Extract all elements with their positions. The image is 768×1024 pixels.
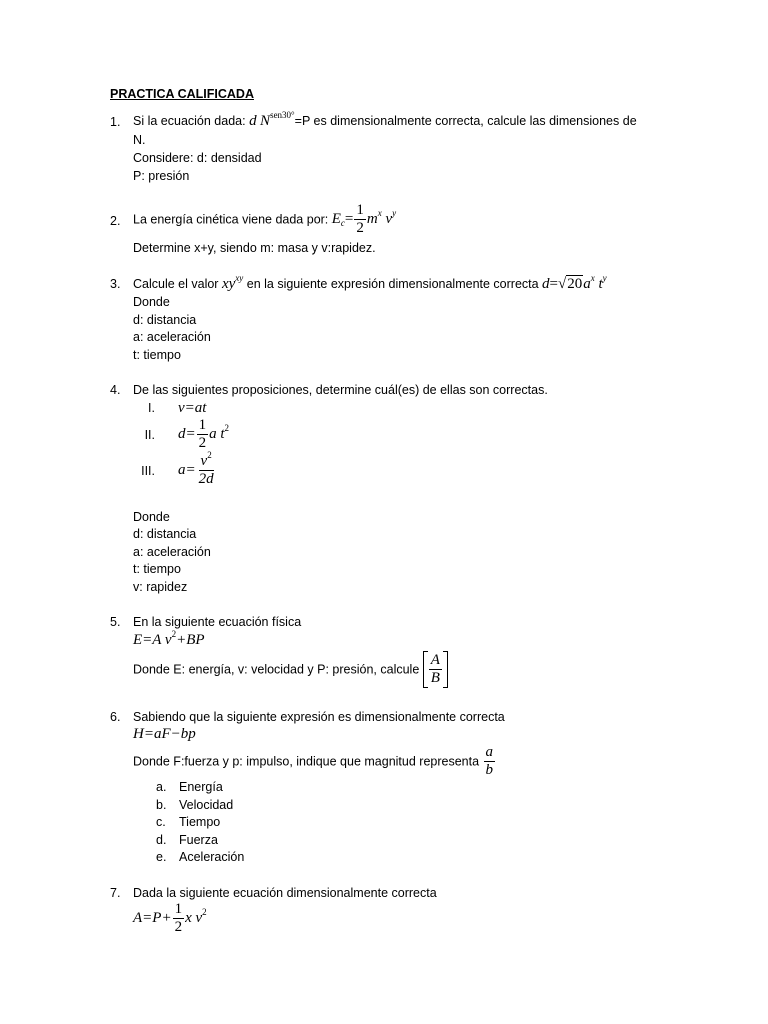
- q2-line: [133, 203, 396, 236]
- option-text: Fuerza: [179, 833, 218, 847]
- q4-eq2-at: a t: [209, 425, 225, 442]
- q4-number: 4.: [110, 383, 121, 397]
- q6-line: [133, 745, 496, 778]
- q2-E: E: [331, 210, 341, 227]
- q4-eq3-num: [199, 450, 214, 471]
- q3-donde: Donde: [133, 295, 170, 309]
- q2-m: m: [366, 210, 378, 227]
- q5-number: 5.: [110, 615, 121, 629]
- q3-a: a: [583, 276, 591, 292]
- option-letter: c.: [156, 815, 166, 829]
- q3-equals: =: [549, 276, 559, 292]
- q5-bracket: [423, 651, 448, 688]
- q1-pressure: P: presión: [133, 169, 190, 183]
- q6-option-b: [156, 798, 233, 812]
- q3-mid: en la siguiente expresión dimensionalmente correcta: [243, 277, 543, 291]
- q5-B: B: [430, 670, 440, 686]
- q3-intro: Calcule el valor: [133, 277, 222, 291]
- q3-def-d: d: distancia: [133, 313, 197, 327]
- q4-intro: De las siguientes proposiciones, determine cuál(es) de ellas son correctas.: [133, 383, 548, 397]
- q4-eq2-den: 2: [198, 435, 207, 451]
- page-title: PRACTICA CALIFICADA: [110, 87, 254, 101]
- q4-eq-2: [178, 417, 230, 451]
- q2-numerator: 1: [356, 202, 364, 218]
- q3-def-t: t: tiempo: [133, 348, 181, 362]
- q6-fraction: [484, 745, 496, 778]
- q6-option-c: [156, 815, 220, 829]
- q4-roman-2: II.: [144, 427, 155, 442]
- q4-eq3-fraction: [197, 450, 216, 487]
- q5-eq-b: +BP: [176, 632, 205, 648]
- q3-def-a: a: aceleración: [133, 330, 211, 344]
- q3-number: 3.: [110, 277, 121, 291]
- q7-fraction: [173, 902, 185, 935]
- q3-xy: xy: [221, 276, 236, 292]
- q1-intro: Si la ecuación dada:: [133, 114, 250, 128]
- q4-eq2-lhs: d=: [178, 425, 196, 442]
- q2-equals: =: [344, 210, 354, 227]
- q6-a: a: [485, 744, 494, 760]
- q1-number: 1.: [110, 115, 121, 129]
- q4-eq2-square: 2: [224, 422, 230, 433]
- q1-rest: =P es dimensionalmente correcta, calcule las dimensiones de: [294, 114, 637, 128]
- q1-continuation: N.: [133, 133, 146, 147]
- q3-y: y: [602, 273, 607, 283]
- q1-math-N: N: [260, 113, 271, 129]
- q4-eq3-den: 2d: [198, 471, 214, 487]
- q4-eq3-lhs: a=: [178, 461, 196, 478]
- option-text: Energía: [179, 780, 223, 794]
- q3-t: t: [598, 276, 603, 292]
- option-letter: d.: [156, 833, 167, 847]
- q3-exp-xy: xy: [235, 273, 244, 283]
- q1-line: [133, 110, 637, 130]
- option-text: Velocidad: [179, 798, 234, 812]
- q4-roman-3: III.: [141, 463, 155, 478]
- q5-equation: [133, 629, 205, 649]
- root-symbol-icon: √: [558, 276, 567, 292]
- q2-v: v: [385, 210, 393, 227]
- q4-eq2-fraction: [197, 418, 209, 451]
- option-letter: a.: [156, 780, 167, 794]
- q4-def-v: v: rapidez: [133, 580, 188, 594]
- option-letter: e.: [156, 850, 167, 864]
- q6-b: b: [485, 762, 494, 778]
- q2-fraction: [354, 203, 366, 236]
- q4-eq-1: v=at: [178, 400, 207, 416]
- q6-equation: H=aF−bp: [133, 726, 196, 742]
- q4-eq-3: [178, 450, 217, 487]
- q2-y: y: [392, 207, 397, 218]
- q7-den: 2: [174, 919, 183, 935]
- q4-prop-3: [133, 450, 217, 487]
- q3-x: x: [590, 273, 595, 283]
- q4-eq3-square: 2: [207, 450, 212, 460]
- q5-eq-a: E=A v: [133, 632, 172, 648]
- q7-equation: [133, 902, 207, 935]
- q7-xv: x v: [185, 910, 203, 926]
- q3-radicand: 20: [567, 276, 583, 292]
- q1-math-d: d: [249, 113, 257, 129]
- q5-fraction: [429, 653, 442, 686]
- q5-eq-square: 2: [171, 629, 177, 639]
- q1-exponent: sen30°: [270, 110, 295, 120]
- q4-def-a: a: aceleración: [133, 545, 211, 559]
- option-letter: b.: [156, 798, 167, 812]
- q3-d: d: [542, 276, 550, 292]
- option-text: Aceleración: [179, 850, 245, 864]
- q2-determine: Determine x+y, siendo m: masa y v:rapidez.: [133, 241, 376, 255]
- q2-x: x: [377, 207, 382, 218]
- q4-prop-1: [133, 400, 206, 417]
- option-text: Tiempo: [179, 815, 221, 829]
- q4-def-d: d: distancia: [133, 527, 197, 541]
- q2-sub-c: c: [340, 217, 345, 228]
- q3-formula: [542, 273, 607, 292]
- q7-num: 1: [174, 901, 183, 917]
- q4-donde: Donde: [133, 510, 170, 524]
- q6-option-e: [156, 850, 244, 864]
- q2-denominator: 2: [356, 220, 364, 236]
- q2-number: 2.: [110, 214, 121, 228]
- q2-intro: La energía cinética viene dada por:: [133, 212, 332, 227]
- q6-option-a: [156, 780, 223, 794]
- q5-intro: En la siguiente ecuación física: [133, 615, 302, 629]
- q3-sqrt: [558, 275, 583, 293]
- q6-option-d: [156, 833, 218, 847]
- q6-number: 6.: [110, 710, 121, 724]
- q7-number: 7.: [110, 886, 121, 900]
- q5-donde: Donde E: energía, v: velocidad y P: presión, calcule: [133, 662, 423, 677]
- q2-formula: [331, 202, 397, 236]
- q7-intro: Dada la siguiente ecuación dimensionalmente correcta: [133, 886, 437, 900]
- q3-line: [133, 275, 607, 293]
- q5-A: A: [430, 652, 440, 668]
- q4-prop-2: [133, 418, 229, 451]
- q5-line: [133, 651, 448, 688]
- q6-donde: Donde F:fuerza y p: impulso, indique que magnitud representa: [133, 754, 483, 769]
- q4-roman-1: I.: [148, 401, 155, 415]
- q7-lhs: A=P+: [133, 910, 172, 926]
- q4-eq3-v: v: [200, 453, 208, 469]
- q4-def-t: t: tiempo: [133, 562, 181, 576]
- q7-square: 2: [202, 906, 207, 917]
- q6-intro: Sabiendo que la siguiente expresión es dimensionalmente correcta: [133, 710, 505, 724]
- q1-consider: Considere: d: densidad: [133, 151, 262, 165]
- q4-eq2-num: 1: [198, 417, 207, 433]
